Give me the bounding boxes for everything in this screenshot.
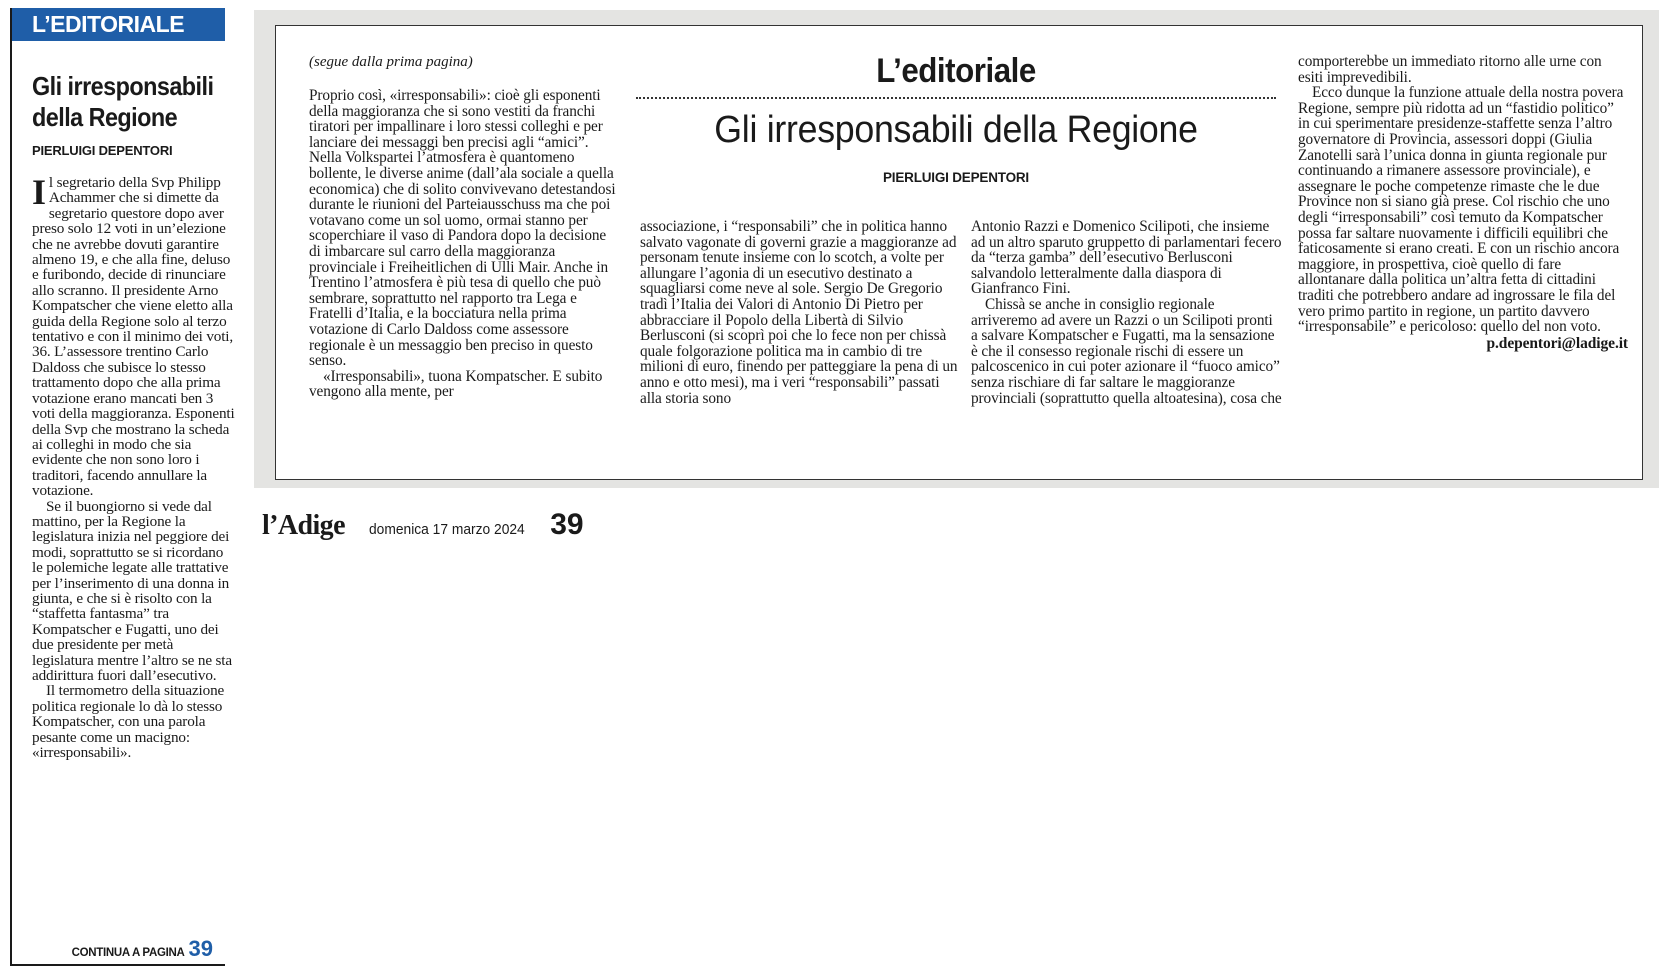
continua-page-number: 39 [188,936,213,961]
article-paragraph: Proprio così, «irresponsabili»: cioè gli esponenti della maggioranza che si sono vestiti da franchi tiratori per impallinare i loro stessi colleghi e per lanciare dei messaggi ben precisi agli “amici”. Nella Volkspartei l’atmosfera è quantomeno bollente, le diverse anime (dall’ala sociale a quella economica) che di solito convivevano detestandosi durante le riunioni del Parteiausschuss ma che poi votavano come un sol uomo, ormai stanno per scoperchiare il vaso di Pandora dopo la decisione di imbarcare sul carro della maggioranza provinciale i Freiheitlichen di Ulli Mair. Anche in Trentino l’atmosfera è più tesa di quello che può sembrare, soprattutto nel rapporto tra Lega e Fratelli d’Italia, e la bocciatura nella prima votazione di Carlo Daldoss come assessore regionale è un messaggio ben preciso in questo senso. [309,87,616,370]
article-paragraph: associazione, i “responsabili” che in politica hanno salvato vagonate di governi grazie a maggioranze ad personam tenute insieme con lo scotch, a volte per allungare l’agonia di un esecutivo destinato a squagliarsi come neve al sole. Sergio De Gregorio tradì l’Italia dei Valori di Antonio Di Pietro per abbracciare il Popolo della Libertà di Silvio Berlusconi (si scoprì poi che lo fece non per chissà quale folgorazione politica ma in cambio di tre milioni di euro, finendo per patteggiare la pena di un anno e otto mesi), ma i veri “responsabili” passati alla storia sono [640,218,958,407]
page-footer [262,508,584,542]
article-column-4 [1298,54,1628,351]
article-paragraph: «Irresponsabili», tuona Kompatscher. E subito vengono alla mente, per [309,367,603,401]
author-email-link[interactable]: p.depentori@ladige.it [1486,334,1628,352]
section-kicker: L’EDITORIALE [12,8,225,41]
article-byline: PIERLUIGI DEPENTORI [883,170,1029,185]
article-title: Gli irresponsabili della Regione [714,109,1198,151]
article-column-1 [309,88,619,400]
continued-on-page-link[interactable] [72,936,213,962]
front-paragraph: Il segretario della Svp Philipp Achammer che si dimette da segretario questore dopo aver preso solo 12 voti in un’elezione che ne avrebbe dovuti garantire almeno 19, e che alla fine, deluso e furibondo, decide di rinunciare allo scranno. Il presidente Arno Kompatscher che viene eletto alla guida della Regione solo al terzo tentativo e con il minimo dei voti, 36. L’assessore trentino Carlo Daldoss che subisce lo stesso trattamento dopo che alla prima votazione erano mancati ben 3 voti della maggioranza. Esponenti della Svp che mostrano la scheda ai colleghi in modo che sia evidente che non sono loro i traditori, facendo annullare la votazione. [32,172,235,500]
issue-date: domenica 17 marzo 2024 [368,521,525,538]
article-column-3 [971,219,1283,406]
front-headline: Gli irresponsabili della Regione [32,71,214,132]
segue-note: (segue dalla prima pagina) [309,54,473,70]
dotted-divider [636,97,1276,99]
article-column-2 [640,219,960,406]
front-page-column [10,8,235,966]
continua-label: CONTINUA A PAGINA [71,947,185,959]
article-paragraph: comporterebbe un immediato ritorno alle urne con esiti imprevedibili. [1298,53,1602,86]
front-paragraph: Il termometro della situazione politica regionale lo dà lo stesso Kompatscher, con una parola pesante come un macigno: «irresponsabili». [32,682,225,762]
front-paragraph: Se il buongiorno si vede dal mattino, per la Regione la legislatura inizia nel peggiore dei modi, soprattutto se si ricordano le polemiche legate alle trattative per l’inserimento di una donna in giunta, e che si è risolto con la “staffetta fantasma” tra Kompatscher e Fugatti, uno dei due presidente per metà legislatura mentre l’altro se ne sta addirittura fuori dall’esecutivo. [32,497,232,684]
front-body [32,172,237,762]
article-header [631,52,1281,185]
article-box [275,25,1643,480]
article-paragraph: Antonio Razzi e Domenico Scilipoti, che insieme ad un altro sparuto gruppetto di parlamentari fecero da “terza gamba” dell’esecutivo Berlusconi salvandolo letteralmente dalla diaspora di Gianfranco Fini. [971,218,1282,298]
front-byline: PIERLUIGI DEPENTORI [32,143,173,158]
page-number: 39 [550,508,584,541]
article-paragraph: Chissà se anche in consiglio regionale arriveremo ad avere un Razzi o un Scilipoti pronti a salvare Kompatscher e Fugatti, ma la sensazione è che il consesso regionale rischi di essere un palcoscenico in cui poter azionare il “fuoco amico” senza rischiare di far saltare le maggioranze provinciali (soprattutto quella altoatesina), cosa che [971,295,1282,407]
section-label: L’editoriale [876,52,1036,90]
article-panel [254,10,1659,488]
article-paragraph: Ecco dunque la funzione attuale della nostra povera Regione, sempre più ridotta ad un “fastidio politico” in cui sperimentare presidenze-staffette senza l’altro governatore di Provincia, assessori doppi (Giulia Zanotelli sarà l’unica donna in giunta regionale pur continuando a rimanere assessore provinciale), e assegnare le poche competenze rimaste che le due Province non si siano già prese. Col rischio che uno degli “irresponsabili” così temuto da Kompatscher possa far saltare nuovamente i difficili equilibri che faticosamente si erano creati. E con un rischio ancora maggiore, in prospettiva, cioè quello di fare allontanare dalla politica un’altra fetta di cittadini traditi che potrebbero andare ad ingrossare le fila del vero primo partito in regione, un partito davvero “irresponsabile” e pericoloso: quello del non voto. [1298,84,1624,336]
drop-cap: I [32,172,46,212]
newspaper-masthead: l’Adige [262,510,345,541]
